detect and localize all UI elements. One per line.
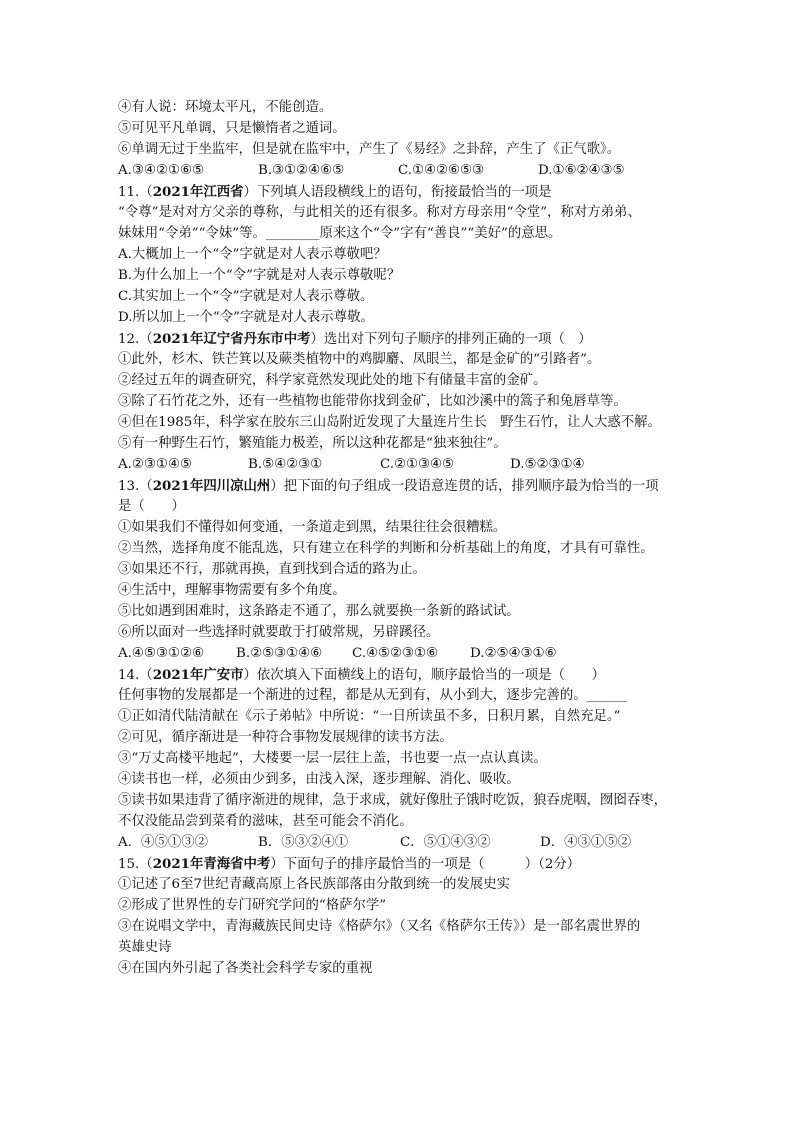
answer-options-q10	[118, 163, 678, 179]
text-line: 不仅没能品尝到菜肴的滋味，甚至可能会不消化。	[118, 814, 413, 829]
text-line: ⑥单调无过于坐监牢，但是就在监牢中，产生了《易经》之卦辞，产生了《正气歌》。	[118, 142, 621, 157]
option-b: B.③①②④⑥⑤	[258, 163, 345, 178]
option-a: A.④⑤③①②⑥	[118, 646, 204, 661]
text-line: D.所以加上一个“令”字就是对人表示尊敬。	[118, 310, 374, 325]
option-d: D.①⑥②④③⑤	[538, 163, 625, 178]
text-line: ④但在1985年，科学家在胶东三山岛附近发现了大量连片生长 野生石竹，让人大惑不解。	[118, 415, 661, 430]
option-b: B．⑤③②④①	[258, 835, 349, 850]
text-line: ④有人说：环境太平凡，不能创造。	[118, 100, 333, 115]
option-b: B.⑤④②③①	[248, 457, 323, 472]
option-a: A.③④②①⑥⑤	[118, 163, 204, 178]
text-line: 英雄史诗	[118, 940, 172, 955]
text-line: ⑤可见平凡单调，只是懒惰者之遁词。	[118, 121, 346, 136]
text-line: ②形成了世界性的专门研究学问的“格萨尔学”	[118, 898, 387, 913]
question-15-stem: 15.（2021年青海省中考）下面句子的排序最恰当的一项是（ ）（2分）	[118, 856, 581, 872]
option-a: A．④⑤①③②	[118, 835, 209, 850]
option-d: D．④③①⑤②	[540, 835, 632, 850]
question-11-stem: 11.（2021年江西省）下列填人语段横线上的语句，衔接最恰当的一项是	[118, 184, 552, 200]
text-line: ②可见，循序渐进是一种符合事物发展规律的读书方法。	[118, 730, 453, 745]
text-line: B.为什么加上一个“令”字就是对人表示尊敬呢？	[118, 268, 401, 283]
text-line: ④读书也一样，必须由少到多，由浅入深，逐步理解、消化、吸收。	[118, 772, 520, 787]
text-line: ①记述了6至7世纪青藏高原上各民族部落由分散到统一的发展史实	[118, 877, 510, 892]
text-line: 是（ ）	[118, 499, 185, 514]
text-line: 任何事物的发展都是一个渐进的过程，都是从无到有，从小到大，逐步完善的。______	[118, 688, 627, 703]
text-line: A.大概加上一个“令”字就是对人表示尊敬吧？	[118, 247, 387, 262]
text-line: ③除了石竹花之外，还有一些植物也能带你找到金矿，比如沙溪中的篙子和兔唇草等。	[118, 394, 627, 409]
text-line: ②经过五年的调查研究，科学家竟然发现此处的地下有储量丰富的金矿。	[118, 373, 547, 388]
text-line: ③“万丈高楼平地起”，大楼要一层一层往上盖，书也要一点一点认真读。	[118, 751, 547, 766]
option-d: D.⑤②③①④	[510, 457, 585, 472]
text-line: ①如果我们不懂得如何变通，一条道走到黑，结果往往会很糟糕。	[118, 520, 507, 535]
text-line: ⑤比如遇到困难时，这条路走不通了，那么就要换一条新的路试试。	[118, 604, 520, 619]
question-14-stem: 14.（2021年广安市）依次填入下面横线上的语句，顺序最恰当的一项是（ ）	[118, 667, 606, 683]
question-12-stem: 12.（2021年辽宁省丹东市中考）选出对下列句子顺序的排列正确的一项（ ）	[118, 331, 592, 347]
answer-options-q12	[118, 457, 678, 473]
question-13-stem: 13.（2021年四川凉山州）把下面的句子组成一段语意连贯的话，排列顺序最为恰当的一项	[118, 478, 659, 494]
text-line: ⑤读书如果违背了循序渐进的规律，急于求成，就好像肚子饿时吃饭，狼吞虎咽，囫囵吞枣，	[118, 793, 668, 808]
text-line: ⑤有一种野生石竹，繁殖能力极差，所以这种花都是“独来独往”。	[118, 436, 507, 451]
option-c: C．⑤①④③②	[400, 835, 491, 850]
text-line: ③如果还不行，那就再换，直到找到合适的路为止。	[118, 562, 426, 577]
option-c: C.④⑤②③①⑥	[352, 646, 439, 661]
text-line: ③在说唱文学中，青海藏族民间史诗《格萨尔》（又名《格萨尔王传》）是一部名震世界的	[118, 919, 641, 934]
option-a: A.②③①④⑤	[118, 457, 192, 472]
text-line: ①正如清代陆清献在《示子弟帖》中所说：“一日所读虽不多，日积月累，自然充足。”	[118, 709, 621, 724]
option-c: C.①④②⑥⑤③	[398, 163, 485, 178]
text-line: ①此外，杉木、铁芒箕以及蕨类植物中的鸡脚麝、凤眼兰，都是金矿的“引路者”。	[118, 352, 601, 367]
text-line: ④在国内外引起了各类社会科学专家的重视	[118, 961, 373, 976]
text-line: ④生活中，理解事物需要有多个角度。	[118, 583, 346, 598]
option-d: D.②⑤④③①⑥	[470, 646, 557, 661]
text-line: ⑥所以面对一些选择时就要敢于打破常规，另辟蹊径。	[118, 625, 440, 640]
text-line: C.其实加上一个“令”字就是对人表示尊敬。	[118, 289, 374, 304]
text-line: 妹妹用“令弟”“令妹”等。________原来这个“令”字有“善良”“美好”的意思。	[118, 226, 562, 241]
answer-options-q14	[118, 835, 678, 851]
text-line: “令尊”是对对方父亲的尊称，与此相关的还有很多。称对方母亲用“令堂”，称对方弟弟、	[118, 205, 641, 220]
text-line: ②当然，选择角度不能乱选，只有建立在科学的判断和分析基础上的角度，才具有可靠性。	[118, 541, 654, 556]
answer-options-q13	[118, 646, 678, 662]
option-b: B.②⑤③①④⑥	[236, 646, 323, 661]
option-c: C.②①③④⑤	[380, 457, 455, 472]
